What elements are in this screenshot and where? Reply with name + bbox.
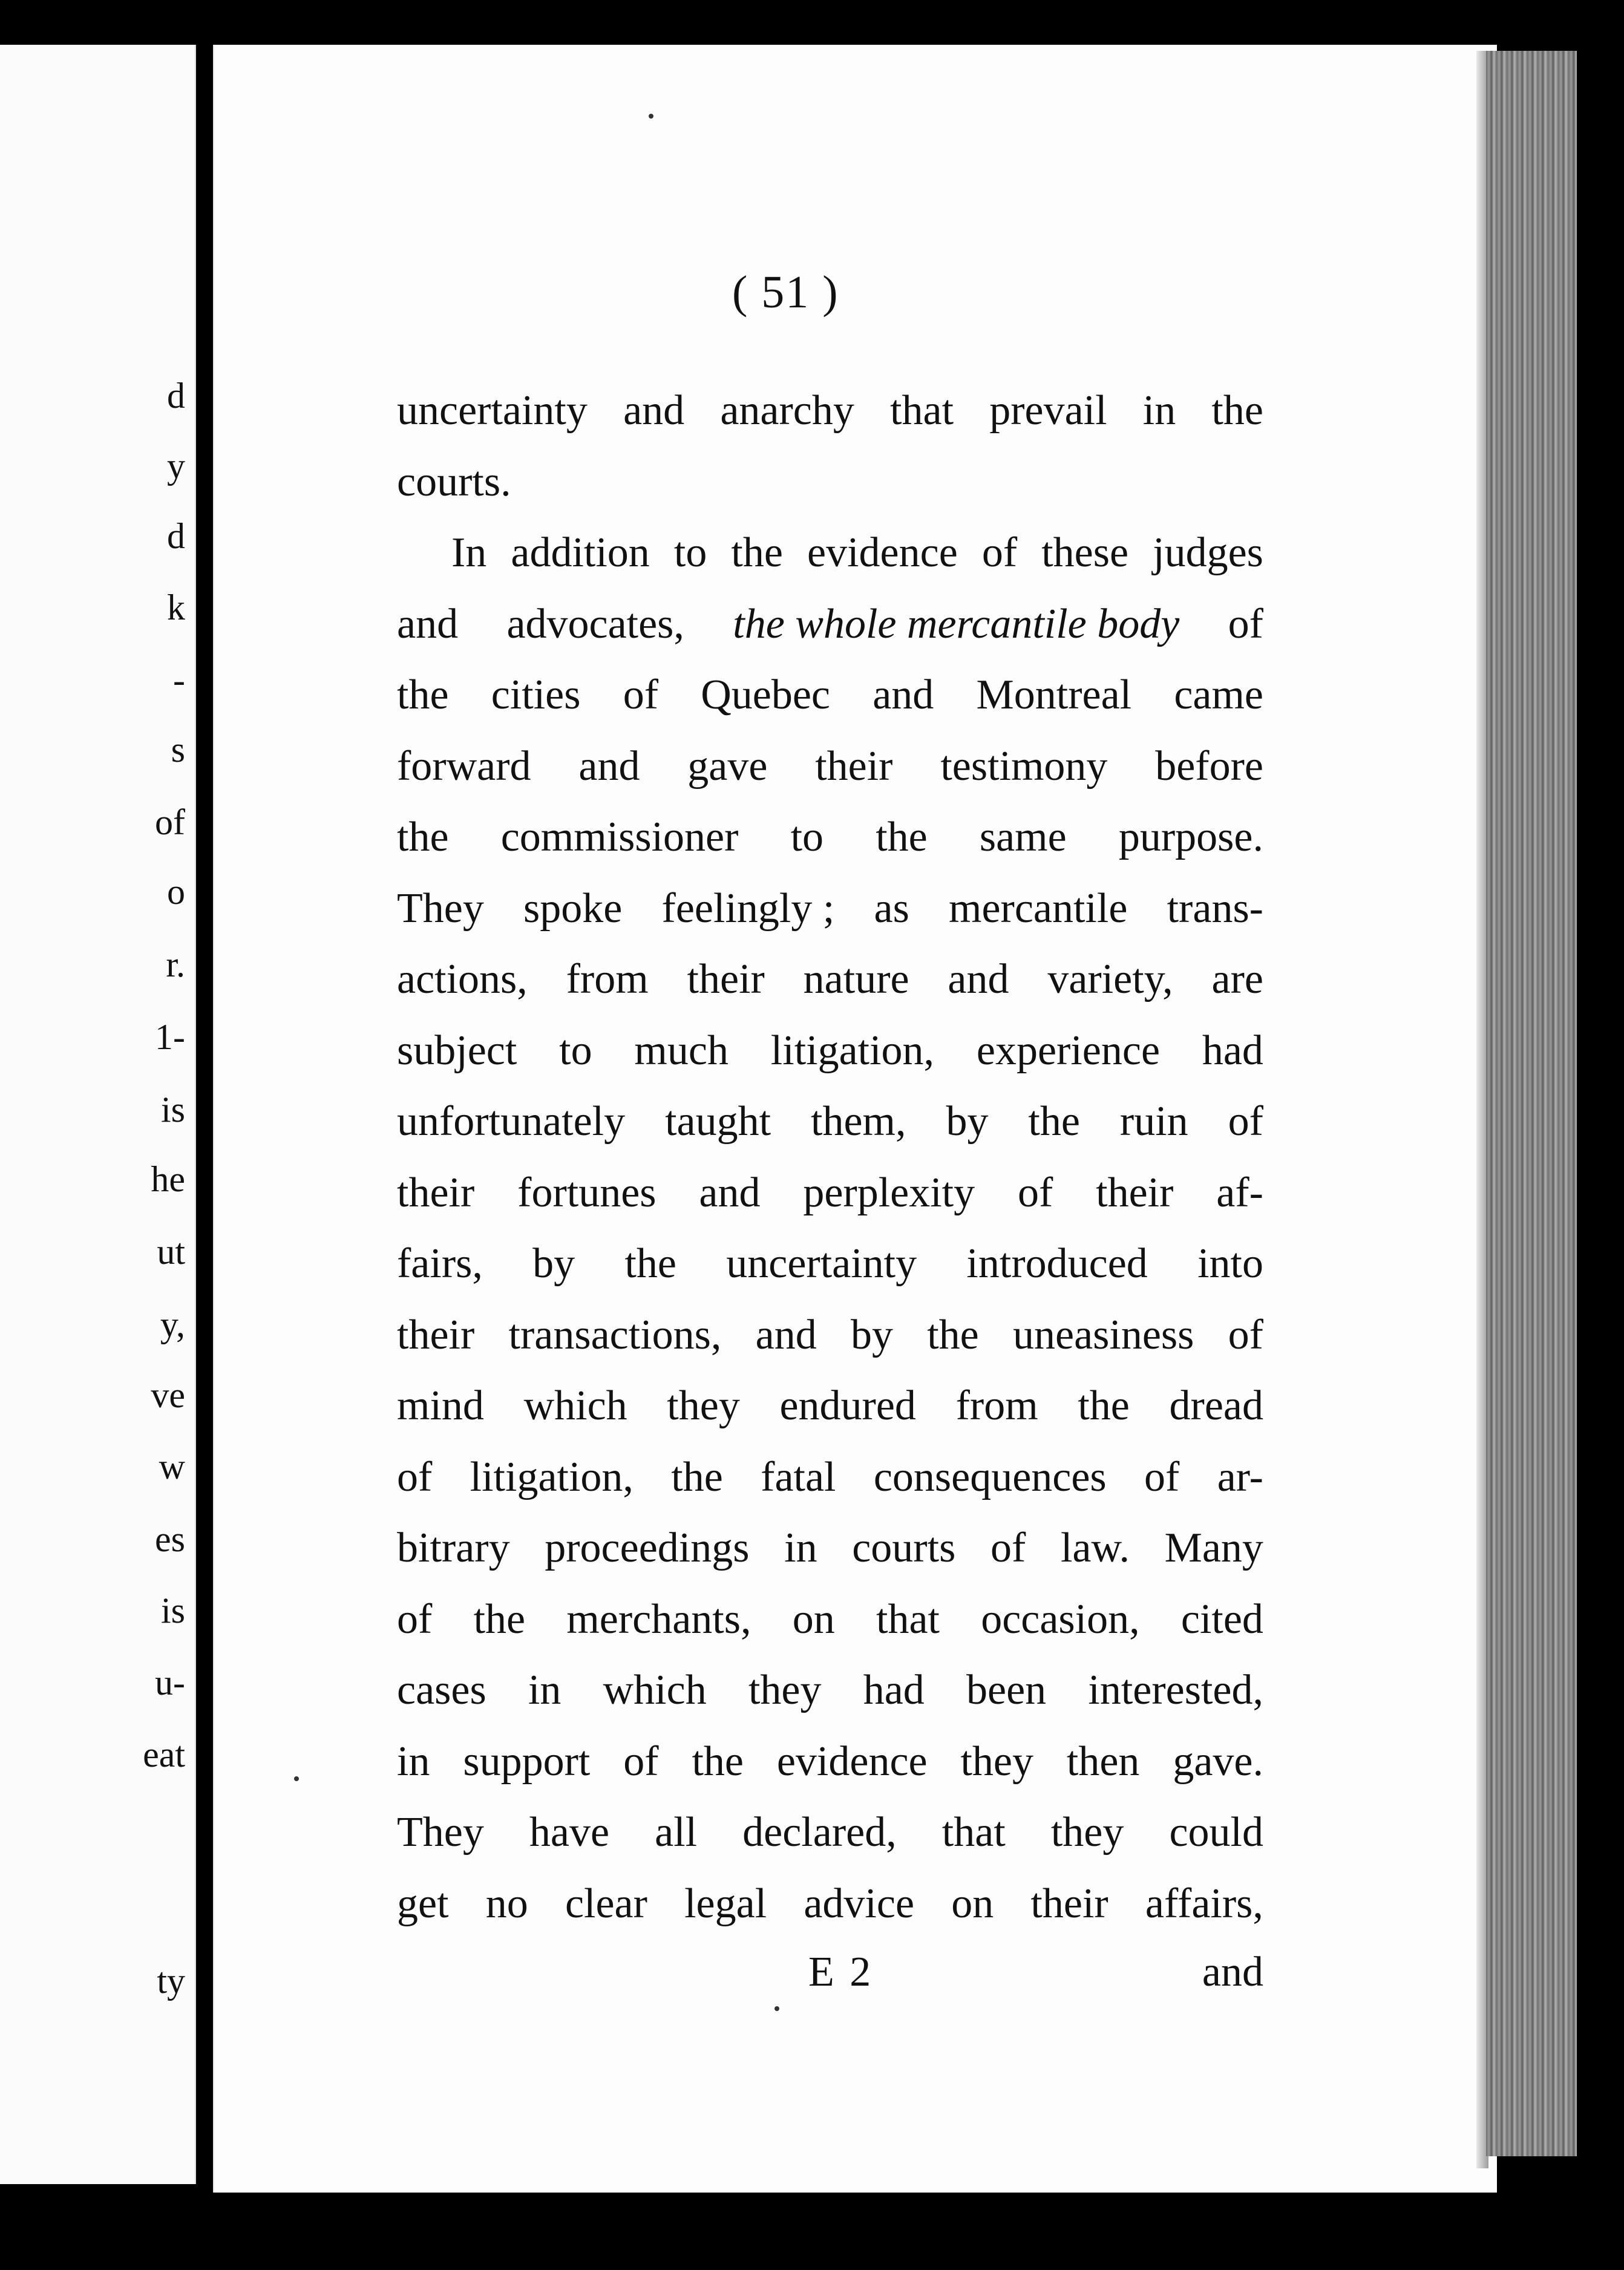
word: are — [1211, 956, 1263, 1003]
word: before — [1155, 742, 1263, 790]
facing-page-line-end: is — [160, 1591, 185, 1631]
word: forward — [397, 742, 531, 790]
word: trans- — [1167, 885, 1263, 932]
word: They — [397, 1809, 484, 1856]
word: evidence — [776, 1738, 928, 1785]
word: litigation, — [770, 1027, 935, 1074]
word: the — [927, 1311, 979, 1358]
text-line — [397, 1300, 1263, 1371]
text-line — [397, 589, 1263, 660]
word: then — [1066, 1738, 1140, 1785]
word: uncertainty — [726, 1240, 917, 1287]
word: and — [699, 1169, 761, 1216]
facing-page-line-end: ty — [157, 1961, 185, 2001]
facing-page-line-end: r. — [166, 944, 185, 984]
word: by — [946, 1098, 989, 1145]
facing-page-line-end: s — [171, 730, 185, 770]
word: came — [1174, 672, 1263, 718]
word: fairs, — [397, 1240, 483, 1287]
word: the — [473, 1595, 526, 1643]
word: as — [874, 885, 909, 932]
word: they — [748, 1667, 822, 1713]
page-footer — [397, 1948, 1263, 2009]
word: their — [397, 1311, 475, 1358]
word: purpose. — [1118, 814, 1263, 860]
word: They — [397, 885, 484, 932]
word: of — [1144, 1453, 1180, 1500]
word: spoke — [523, 885, 623, 932]
facing-page-line-end: o — [167, 872, 185, 912]
word: to — [790, 814, 824, 860]
word: in — [784, 1525, 817, 1571]
word: law. — [1060, 1525, 1130, 1571]
word: addition — [511, 529, 650, 576]
word: that — [941, 1809, 1006, 1856]
word: occasion, — [981, 1595, 1140, 1643]
word: the — [397, 814, 449, 860]
word: taught — [665, 1098, 771, 1145]
word: have — [529, 1809, 610, 1856]
word: in — [397, 1738, 430, 1785]
text-line — [397, 1797, 1263, 1868]
facing-page-line-end: he — [151, 1159, 185, 1199]
word: In — [451, 529, 487, 576]
word: mercantile — [949, 885, 1128, 932]
text-line — [397, 1513, 1263, 1584]
facing-page-line-end: eat — [143, 1735, 185, 1774]
text-line — [397, 1157, 1263, 1229]
word: from — [955, 1382, 1038, 1429]
word: advocates, — [506, 600, 684, 647]
word: of — [397, 1595, 433, 1643]
facing-page-line-end: - — [173, 660, 185, 700]
word: commissioner — [500, 814, 739, 860]
word: in — [528, 1667, 562, 1713]
word: they — [667, 1382, 740, 1429]
word: had — [863, 1667, 925, 1713]
word: by — [850, 1311, 893, 1358]
word: to — [559, 1027, 592, 1074]
word: fatal — [761, 1453, 836, 1500]
facing-page-line-end: u- — [155, 1663, 185, 1702]
word: that — [890, 387, 954, 434]
scan-speck — [774, 2006, 779, 2011]
word: evidence — [807, 529, 958, 576]
text-line — [397, 731, 1263, 802]
facing-page-line-end: es — [155, 1519, 185, 1559]
word: same — [979, 814, 1067, 860]
text-line — [397, 446, 1263, 518]
facing-page-line-end: d — [167, 516, 185, 556]
book-fore-edge — [1486, 51, 1577, 2156]
text-line — [397, 517, 1263, 589]
word: and — [397, 600, 459, 647]
text-line — [397, 944, 1263, 1015]
word: their — [815, 742, 893, 790]
word: Quebec — [701, 672, 830, 718]
word: consequences — [873, 1453, 1107, 1500]
word: fortunes — [517, 1169, 656, 1216]
word: the — [1028, 1098, 1080, 1145]
facing-page-line-end: ut — [157, 1232, 185, 1272]
word: from — [566, 956, 649, 1003]
word: which — [603, 1667, 707, 1713]
word: cities — [491, 672, 581, 718]
signature-mark: E 2 — [808, 1949, 874, 1995]
word: prevail — [989, 387, 1107, 434]
facing-page-line-end: is — [160, 1090, 185, 1130]
word: that — [876, 1595, 940, 1643]
facing-page-line-end: k — [167, 587, 185, 627]
word: af- — [1216, 1169, 1263, 1216]
facing-page-line-end: y, — [160, 1304, 185, 1344]
word: gave. — [1173, 1738, 1263, 1785]
word: had — [1202, 1027, 1263, 1074]
word: the — [731, 529, 783, 576]
text-line — [397, 1726, 1263, 1797]
word: to — [673, 529, 707, 576]
word: of — [1228, 600, 1263, 647]
word: the — [624, 1240, 676, 1287]
facing-page-line-end: y — [167, 446, 185, 486]
word: support — [463, 1738, 591, 1785]
word: no — [485, 1880, 528, 1927]
facing-page-line-end: ve — [151, 1375, 185, 1415]
word: they — [1050, 1809, 1124, 1856]
word: into — [1197, 1240, 1263, 1287]
word: the — [876, 814, 928, 860]
text-line — [397, 1086, 1263, 1157]
word: their — [687, 956, 765, 1003]
word: nature — [803, 956, 909, 1003]
text-line — [397, 1442, 1263, 1513]
word: legal — [684, 1880, 767, 1927]
word: ar- — [1217, 1453, 1263, 1500]
word: and — [948, 956, 1009, 1003]
word: ruin — [1119, 1098, 1188, 1145]
text-line — [397, 802, 1263, 873]
word: cases — [397, 1667, 486, 1713]
word: judges — [1153, 529, 1263, 576]
word: experience — [976, 1027, 1161, 1074]
word: testimony — [940, 742, 1108, 790]
scan-speck — [649, 114, 653, 119]
word: of — [1017, 1169, 1053, 1216]
word: these — [1041, 529, 1129, 576]
text-line — [397, 1655, 1263, 1726]
word: been — [966, 1667, 1047, 1713]
text-line — [397, 1868, 1263, 1940]
word: of — [623, 1738, 659, 1785]
word: the — [671, 1453, 723, 1500]
word: cited — [1180, 1595, 1263, 1643]
page-number: ( 51 ) — [732, 267, 839, 318]
word: clear — [565, 1880, 647, 1927]
facing-page — [0, 45, 196, 2184]
word: much — [634, 1027, 729, 1074]
word: the — [397, 672, 449, 718]
word: and — [623, 387, 685, 434]
word: their — [397, 1169, 475, 1216]
word: their — [1096, 1169, 1174, 1216]
text-line — [397, 1584, 1263, 1655]
catchword: and — [1202, 1949, 1263, 1995]
word: on — [792, 1595, 835, 1643]
word: litigation, — [470, 1453, 634, 1500]
word: dread — [1169, 1382, 1263, 1429]
word: introduced — [966, 1240, 1148, 1287]
word: variety, — [1047, 956, 1173, 1003]
word: and — [578, 742, 640, 790]
word: their — [1030, 1880, 1108, 1927]
facing-page-line-end: 1- — [155, 1017, 185, 1057]
word: of — [990, 1525, 1026, 1571]
body-text — [397, 375, 1263, 1939]
word: of — [1228, 1311, 1263, 1358]
word: endured — [779, 1382, 916, 1429]
word: on — [951, 1880, 994, 1927]
word: uncertainty — [397, 387, 588, 434]
facing-page-line-end: w — [159, 1447, 185, 1487]
word: anarchy — [720, 387, 854, 434]
word: they — [960, 1738, 1034, 1785]
word: proceedings — [545, 1525, 750, 1571]
word: feelingly ; — [661, 885, 835, 932]
word: bitrary — [397, 1525, 510, 1571]
facing-page-line-end: of — [155, 802, 185, 842]
text-line — [397, 1015, 1263, 1087]
word: and — [755, 1311, 817, 1358]
word: in — [1142, 387, 1176, 434]
word: interested, — [1088, 1667, 1263, 1713]
word: Many — [1164, 1525, 1263, 1571]
word: courts — [852, 1525, 956, 1571]
italic-phrase: the whole mercantile body — [733, 600, 1180, 647]
word: perplexity — [803, 1169, 975, 1216]
text-line — [397, 659, 1263, 731]
word: of — [981, 529, 1018, 576]
word: advice — [804, 1880, 915, 1927]
word: mind — [397, 1382, 484, 1429]
word: could — [1169, 1809, 1263, 1856]
word: unfortunately — [397, 1098, 626, 1145]
text-line — [397, 1228, 1263, 1300]
word: courts. — [397, 458, 511, 505]
facing-page-line-end: d — [167, 376, 185, 416]
word: all — [655, 1809, 698, 1856]
word: get — [397, 1880, 449, 1927]
word: merchants, — [566, 1595, 751, 1643]
word: of — [1228, 1098, 1263, 1145]
word: of — [623, 672, 659, 718]
word: which — [523, 1382, 627, 1429]
word: the — [692, 1738, 744, 1785]
text-line — [397, 1370, 1263, 1442]
word: transactions, — [508, 1311, 722, 1358]
scan-speck — [294, 1776, 299, 1781]
word: the — [1211, 387, 1263, 434]
word: Montreal — [976, 672, 1132, 718]
word: gave — [687, 742, 768, 790]
word: and — [873, 672, 934, 718]
word: by — [532, 1240, 575, 1287]
word: actions, — [397, 956, 528, 1003]
word: uneasiness — [1013, 1311, 1194, 1358]
word: declared, — [742, 1809, 897, 1856]
word: them, — [811, 1098, 906, 1145]
word: subject — [397, 1027, 517, 1074]
word: affairs, — [1145, 1880, 1263, 1927]
text-line — [397, 873, 1263, 944]
word: of — [397, 1453, 433, 1500]
text-line — [397, 375, 1263, 446]
word: the — [1078, 1382, 1130, 1429]
